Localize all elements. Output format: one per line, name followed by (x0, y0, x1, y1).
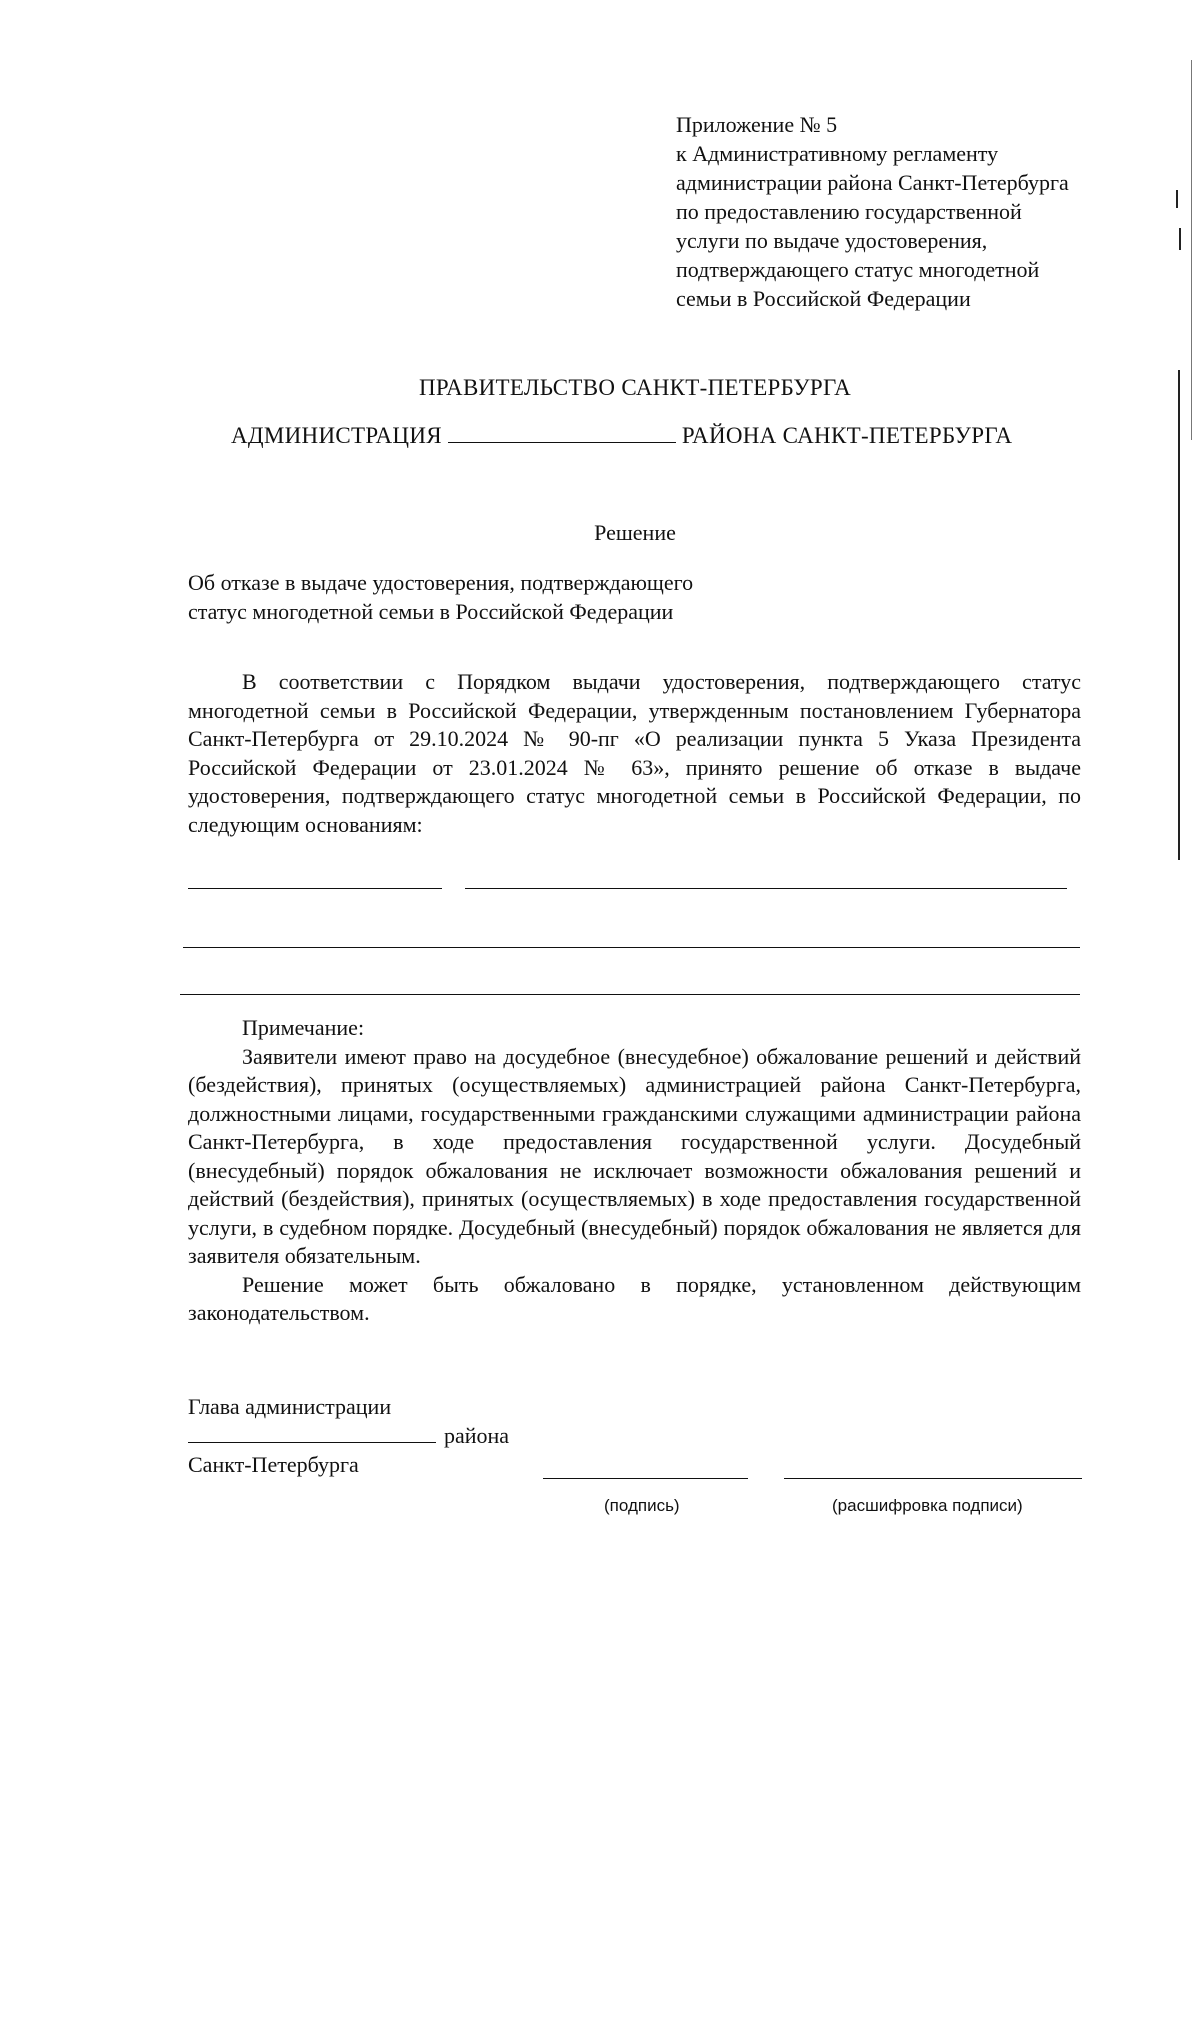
attachment-line: услуги по выдаче удостоверения, (676, 228, 988, 253)
district-blank (188, 1424, 436, 1443)
district-name-blank (448, 424, 676, 443)
reason-line-2b (310, 947, 1080, 948)
attachment-line: семьи в Российской Федерации (676, 286, 971, 311)
reason-line-1 (188, 888, 442, 889)
decision-body-paragraph: В соответствии с Порядком выдачи удостоверения, подтверждающего статус многодетной семьи в Российской Федерации, утвержденным постановлением Губернатора Санкт-Петербурга от 29.10.2024 № 90-пг «О реализации пункта 5 Указа Президента Российской Федерации от 23.01.2024 № 63», принято решение об отказе в выдаче удостоверения, подтверждающего статус многодетной семьи в Российской Федерации, по следующим основаниям: (188, 669, 1081, 837)
decision-body (188, 668, 1081, 839)
signature-decoding-line (784, 1478, 1082, 1479)
note-section (188, 1014, 1081, 1328)
attachment-line: подтверждающего статус многодетной (676, 257, 1040, 282)
administration-line (231, 423, 1012, 449)
attachment-line: администрации района Санкт-Петербурга (676, 170, 1069, 195)
scan-edge-mark (1191, 60, 1192, 440)
signature-decoding-caption: (расшифровка подписи) (832, 1496, 1023, 1515)
district-word: района (444, 1423, 510, 1448)
note-paragraph: Заявители имеют право на досудебное (внесудебное) обжалование решений и действий (бездействия), принятых (осуществляемых) администрацией района Санкт-Петербурга, должностными лицами, государственными гражданскими служащими администрации района Санкт-Петербурга, в ходе предоставления государственной услуги. Досудебный (внесудебный) порядок обжалования не исключает возможности обжалования решений и действий (бездействия), принятых (осуществляемых) в ходе предоставления государственной услуги, в судебном порядке. Досудебный (внесудебный) порядок обжалования не является для заявителя обязательным. (188, 1043, 1081, 1268)
signature-role-line: Глава администрации (188, 1394, 392, 1419)
reason-line-3 (180, 994, 1080, 995)
administration-prefix: АДМИНИСТРАЦИЯ (231, 423, 442, 448)
signature-line (543, 1478, 748, 1479)
signature-district-line (188, 1421, 509, 1450)
signature-city-line: Санкт-Петербурга (188, 1452, 359, 1477)
attachment-line: к Административному регламенту (676, 141, 999, 166)
reason-line-1b (465, 888, 1067, 889)
attachment-header (676, 110, 1116, 313)
decision-subject (188, 568, 693, 626)
subject-line: Об отказе в выдаче удостоверения, подтверждающего (188, 570, 694, 595)
government-title: ПРАВИТЕЛЬСТВО САНКТ-ПЕТЕРБУРГА (418, 375, 852, 400)
attachment-line: Приложение № 5 (676, 112, 838, 137)
attachment-line: по предоставлению государственной (676, 199, 1022, 224)
scan-edge-mark (1178, 370, 1180, 860)
administration-suffix: РАЙОНА САНКТ-ПЕТЕРБУРГА (681, 423, 1013, 448)
decision-title: Решение (594, 520, 676, 545)
signature-caption: (подпись) (604, 1496, 680, 1515)
note-paragraph: Решение может быть обжаловано в порядке, установленном действующим законодательством. (188, 1271, 1081, 1325)
scan-edge-mark (1176, 190, 1178, 208)
note-title: Примечание: (242, 1015, 365, 1040)
subject-line: статус многодетной семьи в Российской Федерации (188, 599, 674, 624)
reason-line-2 (183, 947, 310, 948)
scan-edge-mark (1179, 228, 1181, 250)
signature-block (188, 1392, 509, 1479)
